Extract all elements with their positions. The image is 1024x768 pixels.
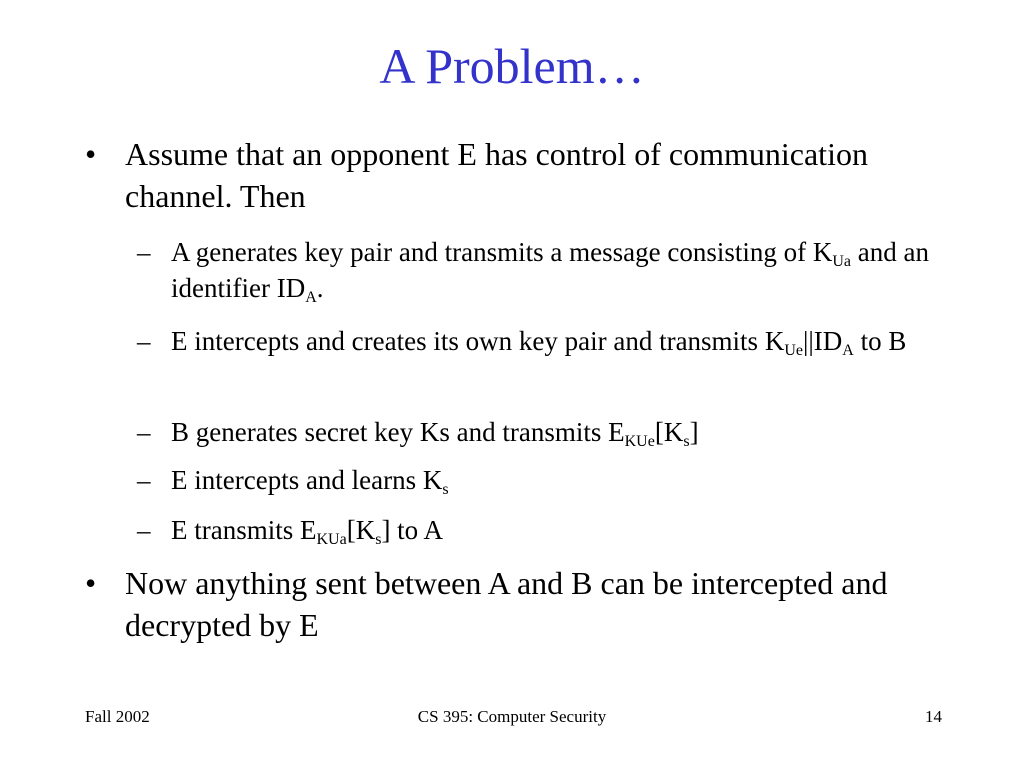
subscript: A [842, 342, 854, 359]
sub-bullet-item [137, 323, 947, 359]
slide-title: A Problem… [379, 38, 645, 94]
sub-bullet-item [137, 234, 947, 306]
sub-bullet-marker: – [137, 465, 151, 495]
subscript: A [305, 289, 317, 306]
sub-bullet-item [137, 462, 947, 498]
sub-bullet-marker: – [137, 417, 151, 447]
bullet-text: Now anything sent between A and B can be intercepted and decrypted by E [125, 565, 888, 643]
footer-page-number: 14 [925, 707, 942, 726]
sub-bullet-marker: – [137, 326, 151, 356]
sub-bullet-text: E intercepts and learns $K_s$ [171, 465, 449, 498]
subscript: s [375, 531, 382, 548]
sub-bullet-text: B generates secret key Ks and transmits $E_{KUe}[K_s]$ [171, 417, 699, 450]
subscript: Ua [832, 253, 851, 270]
bullet-item [85, 133, 945, 217]
sub-bullet-text: E intercepts and creates its own key pair and transmits $K_{Ue}||ID_A$ to B [171, 326, 907, 359]
footer-course-title: CS 395: Computer Security [417, 707, 607, 726]
sub-bullet-marker: – [137, 515, 151, 545]
bullet-text: Assume that an opponent E has control of communication channel. Then [125, 136, 868, 214]
bullet-marker: • [85, 136, 97, 172]
bullet-item [85, 562, 945, 646]
sub-bullet-marker: – [137, 237, 151, 267]
sub-bullet-text: A generates key pair and transmits a message consisting of $K_{Ua}$ and an identifier $ID_A$. [171, 237, 929, 306]
subscript: Ue [784, 342, 803, 359]
sub-bullet-text: E transmits $E_{KUa}[K_s]$ to A [171, 515, 443, 548]
subscript: s [683, 433, 690, 450]
subscript: s [442, 481, 449, 498]
sub-bullet-item [137, 512, 947, 548]
sub-bullet-item [137, 414, 947, 450]
bullet-marker: • [85, 565, 97, 601]
footer-date: Fall 2002 [85, 707, 150, 726]
subscript: KUa [316, 531, 347, 548]
subscript: KUe [624, 433, 655, 450]
